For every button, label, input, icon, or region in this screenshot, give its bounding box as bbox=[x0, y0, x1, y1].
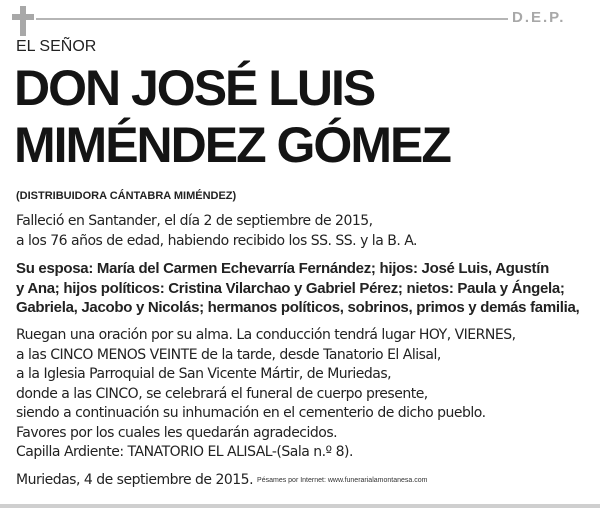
title-prefix: EL SEÑOR bbox=[16, 38, 97, 55]
name-line-1: DON JOSÉ LUIS bbox=[14, 60, 375, 116]
deceased-name bbox=[14, 60, 594, 174]
service-line: siendo a continuación su inhumación en el cementerio de dicho pueblo. bbox=[16, 405, 486, 421]
bottom-rule bbox=[0, 504, 600, 508]
web-condolences-note: Pésames por Internet: www.funerarialamontanesa.com bbox=[257, 477, 428, 484]
death-line: Falleció en Santander, el día 2 de septiembre de 2015, bbox=[16, 213, 373, 229]
service-line: Ruegan una oración por su alma. La conducción tendrá lugar HOY, VIERNES, bbox=[16, 327, 516, 343]
service-line: a la Iglesia Parroquial de San Vicente Mártir, de Muriedas, bbox=[16, 366, 392, 382]
name-line-2: MIMÉNDEZ GÓMEZ bbox=[14, 117, 450, 173]
death-line: a los 76 años de edad, habiendo recibido los SS. SS. y la B. A. bbox=[16, 232, 418, 249]
company-name: (DISTRIBUIDORA CÁNTABRA MIMÉNDEZ) bbox=[16, 190, 237, 202]
service-details bbox=[16, 326, 596, 463]
closing-place-date: Muriedas, 4 de septiembre de 2015. bbox=[16, 472, 254, 488]
death-notice bbox=[16, 212, 596, 251]
family-line: Su esposa: María del Carmen Echevarría Fernández; hijos: José Luis, Agustín bbox=[16, 260, 549, 277]
closing-line bbox=[16, 472, 427, 488]
family-line: Gabriela, Jacobo y Nicolás; hermanos políticos, sobrinos, primos y demás familia, bbox=[16, 299, 580, 317]
top-rule bbox=[36, 18, 508, 20]
latin-cross-icon bbox=[12, 6, 34, 36]
family-list bbox=[16, 259, 596, 318]
service-line: Capilla Ardiente: TANATORIO EL ALISAL-(Sala n.º 8). bbox=[16, 444, 353, 460]
dep-label: D.E.P. bbox=[512, 9, 566, 26]
family-line: y Ana; hijos políticos: Cristina Vilarchao y Gabriel Pérez; nietos: Paula y Ángela; bbox=[16, 279, 565, 297]
service-line: Favores por los cuales les quedarán agradecidos. bbox=[16, 424, 338, 441]
service-line: donde a las CINCO, se celebrará el funeral de cuerpo presente, bbox=[16, 385, 428, 402]
service-line: a las CINCO MENOS VEINTE de la tarde, desde Tanatorio El Alisal, bbox=[16, 346, 441, 363]
